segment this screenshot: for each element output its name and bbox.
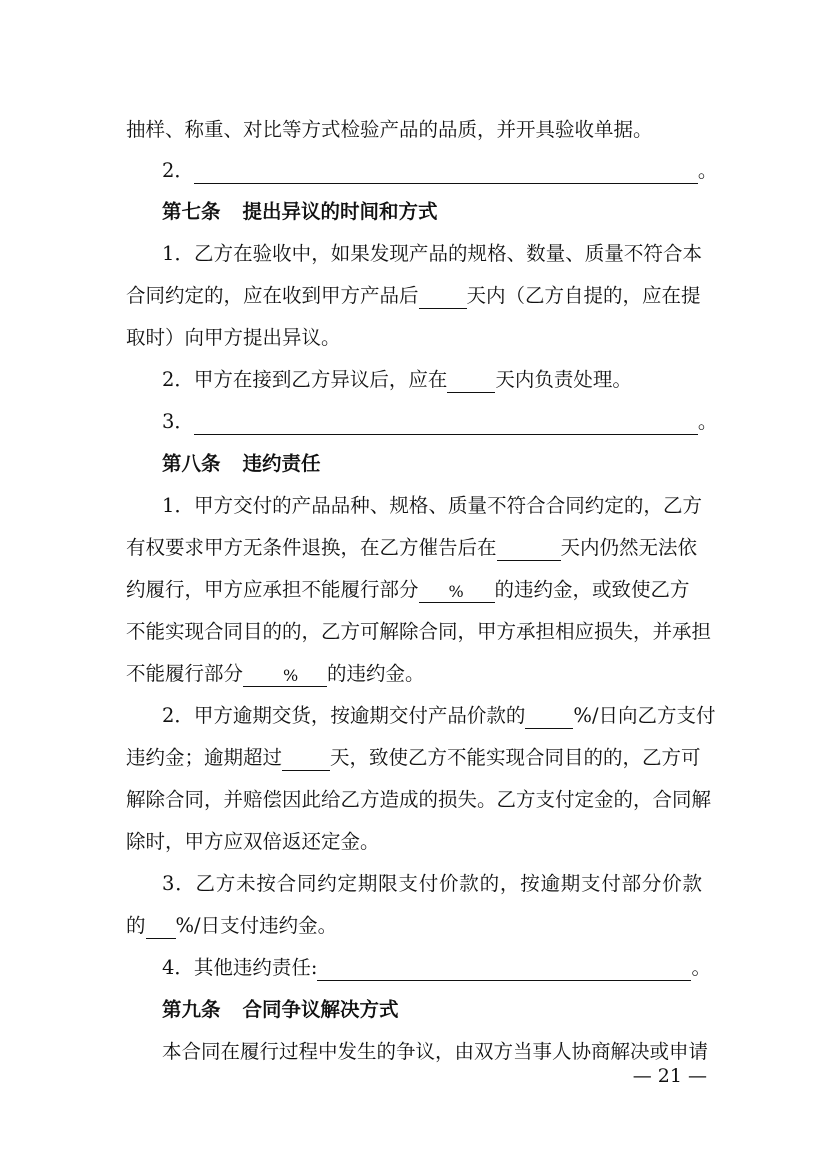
- blank-clause-3: 3． 。: [162, 410, 718, 433]
- blank-days[interactable]: [497, 538, 561, 561]
- paragraph-line: 解除合同，并赔偿因此给乙方造成的损失。乙方支付定金的，合同解: [126, 788, 712, 811]
- blank-days[interactable]: [419, 286, 467, 309]
- paragraph-line: 违约金；逾期超过 天，致使乙方不能实现合同目的的，乙方可: [126, 746, 701, 769]
- paragraph-line: 的 %/日支付违约金。: [126, 914, 338, 937]
- paragraph-line: 合同约定的，应在收到甲方产品后 天内（乙方自提的，应在提: [126, 284, 701, 307]
- paragraph-line: 1．甲方交付的产品品种、规格、质量不符合合同约定的，乙方: [162, 494, 702, 517]
- paragraph-line: 除时，甲方应双倍返还定金。: [126, 830, 380, 853]
- paragraph-line: 2．甲方在接到乙方异议后，应在 天内负责处理。: [162, 368, 632, 391]
- blank-line[interactable]: [194, 163, 698, 184]
- article-9-heading: 第九条 合同争议解决方式: [162, 998, 399, 1021]
- blank-clause-2: 2． 。: [162, 159, 718, 182]
- blank-percent[interactable]: %: [243, 664, 327, 687]
- page-number: — 21 —: [632, 1065, 707, 1087]
- paragraph-line: 约履行，甲方应承担不能履行部分 % 的违约金，或致使乙方: [126, 578, 690, 601]
- blank-percent[interactable]: %: [419, 580, 495, 603]
- paragraph-line: 不能实现合同目的的，乙方可解除合同，甲方承担相应损失，并承担: [126, 620, 712, 643]
- paragraph-line: 有权要求甲方无条件退换，在乙方催告后在 天内仍然无法依: [126, 536, 698, 559]
- paragraph-line: 取时）向甲方提出异议。: [126, 326, 341, 349]
- paragraph-line: 2．甲方逾期交货，按逾期交付产品价款的 %/日向乙方支付: [162, 704, 716, 727]
- paragraph-line: 本合同在履行过程中发生的争议，由双方当事人协商解决或申请: [162, 1040, 709, 1063]
- blank-percent[interactable]: [525, 706, 573, 729]
- blank-line[interactable]: [194, 414, 698, 435]
- paragraph-line: 不能履行部分 % 的违约金。: [126, 662, 425, 685]
- blank-days[interactable]: [282, 748, 330, 771]
- article-8-heading: 第八条 违约责任: [162, 452, 321, 475]
- blank-days[interactable]: [447, 370, 495, 393]
- blank-line[interactable]: [317, 960, 691, 981]
- paragraph-line: 3．乙方未按合同约定期限支付价款的，按逾期支付部分价款: [162, 872, 702, 895]
- paragraph-line: 1．乙方在验收中，如果发现产品的规格、数量、质量不符合本: [162, 242, 702, 265]
- blank-percent[interactable]: [146, 916, 176, 939]
- paragraph-line: 抽样、称重、对比等方式检验产品的品质，并开具验收单据。: [126, 118, 653, 141]
- blank-clause-4: 4．其他违约责任: 。: [162, 956, 711, 979]
- article-7-heading: 第七条 提出异议的时间和方式: [162, 200, 438, 223]
